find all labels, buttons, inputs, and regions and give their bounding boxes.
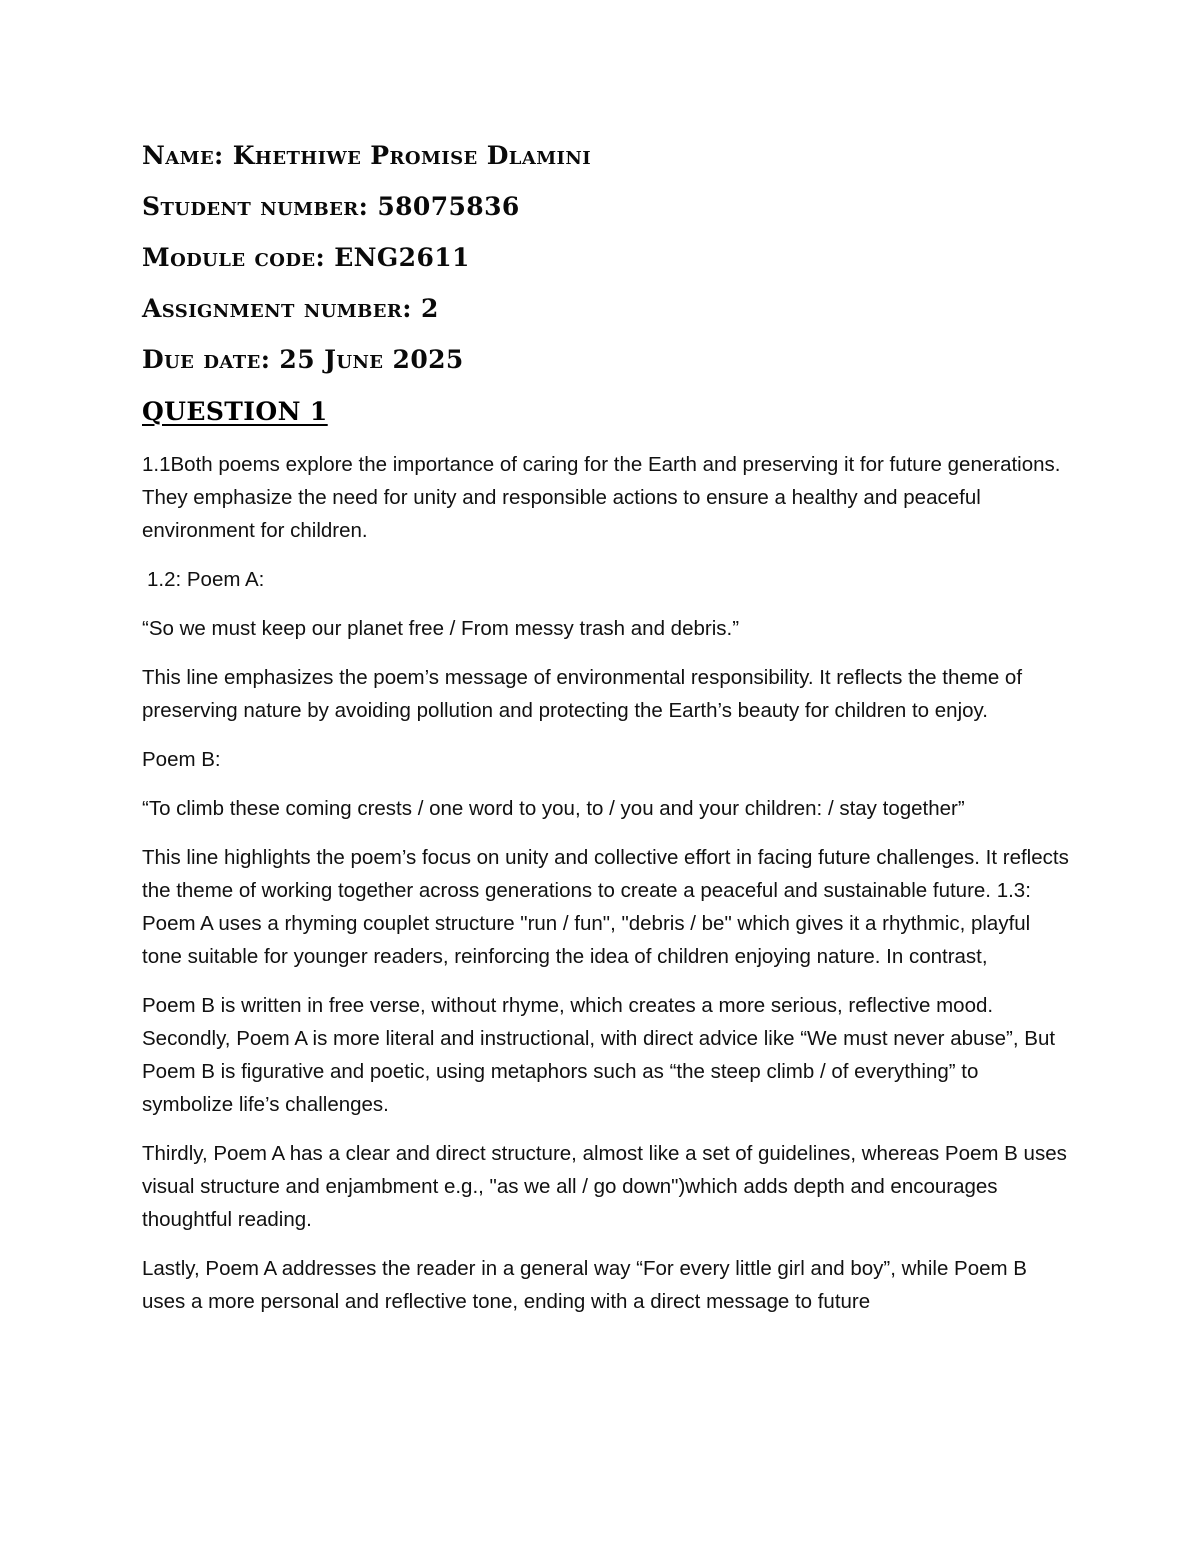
due-date-line: Due date: 25 June 2025 — [142, 345, 464, 374]
student-details-header — [142, 136, 1072, 380]
poem-a-quote: “So we must keep our planet free / From messy trash and debris.” — [142, 617, 740, 640]
assignment-number-line: Assignment number: 2 — [142, 294, 439, 323]
answer-1-1-paragraph: 1.1Both poems explore the importance of caring for the Earth and preserving it for future generations. They emphasize the need for unity and responsible actions to ensure a healthy and peaceful environment for children. — [142, 453, 1061, 542]
poem-a-analysis-paragraph: This line emphasizes the poem’s message of environmental responsibility. It reflects the theme of preserving nature by avoiding pollution and protecting the Earth’s beauty for children to enjoy. — [142, 666, 1023, 722]
student-name-line: Name: Khethiwe Promise Dlamini — [142, 141, 592, 170]
poem-b-analysis-paragraph: This line highlights the poem’s focus on unity and collective effort in facing future challenges. It reflects the theme of working together across generations to create a peaceful and sustainable future. 1.3: Poem A uses a rhyming couplet structure "run / fun", "debris / be" which gives it a rhythmic, playful tone suitable for younger readers, reinforcing the idea of children enjoying nature. In contrast, — [142, 846, 1069, 968]
comparison-paragraph-thirdly: Thirdly, Poem A has a clear and direct structure, almost like a set of guidelines, whereas Poem B uses visual structure and enjambment e.g., "as we all / go down")which adds depth and encourages thoughtful reading. — [142, 1142, 1067, 1231]
answer-1-2-poem-a-label: 1.2: Poem A: — [147, 568, 265, 591]
answer-body — [142, 448, 1072, 1334]
poem-b-quote: “To climb these coming crests / one word to you, to / you and your children: / stay together” — [142, 797, 965, 820]
module-code-line: Module code: ENG2611 — [142, 243, 470, 272]
comparison-paragraph-secondly: Poem B is written in free verse, without rhyme, which creates a more serious, reflective mood. Secondly, Poem A is more literal and instructional, with direct advice like “We must never abuse”, But Poem B is figurative and poetic, using metaphors such as “the steep climb / of everything” to symbolize life’s challenges. — [142, 994, 1056, 1116]
question-1-heading: QUESTION 1 — [142, 397, 328, 426]
poem-b-label: Poem B: — [142, 748, 221, 771]
comparison-paragraph-lastly: Lastly, Poem A addresses the reader in a general way “For every little girl and boy”, while Poem B uses a more personal and reflective tone, ending with a direct message to future — [142, 1257, 1027, 1313]
student-number-line: Student number: 58075836 — [142, 192, 520, 221]
